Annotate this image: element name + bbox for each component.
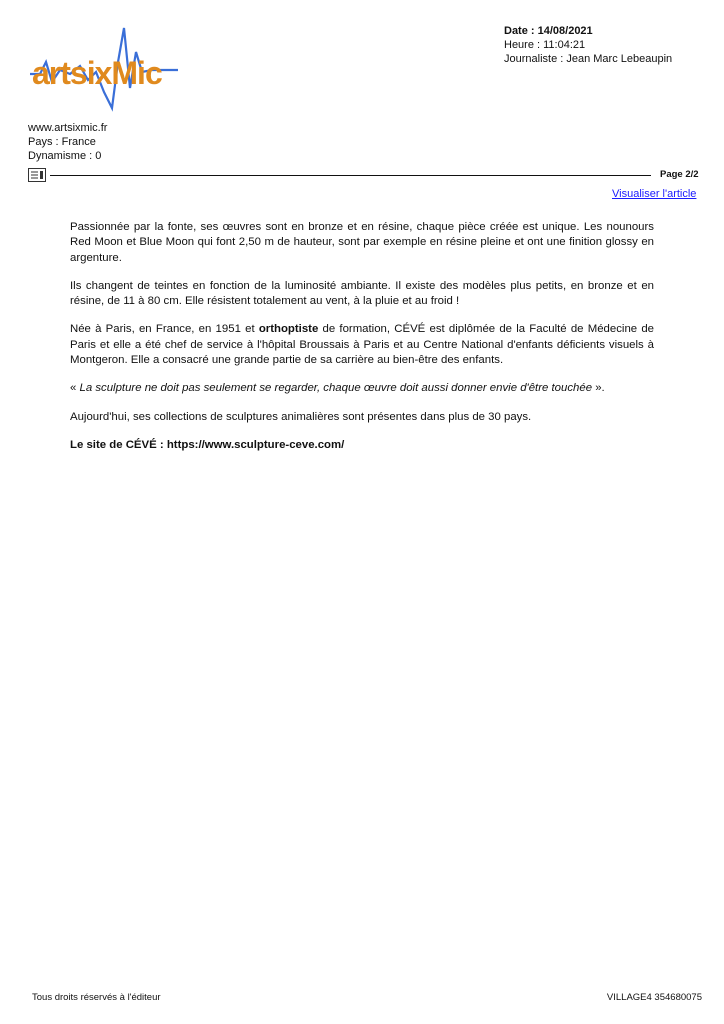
- time: Heure : 11:04:21: [504, 39, 586, 51]
- source-info: [28, 121, 107, 163]
- paragraph-3-start: Née à Paris, en France, en 1951 et: [70, 323, 259, 336]
- document-icon: [28, 168, 46, 182]
- quote-paragraph: [70, 381, 654, 396]
- paragraph-3-bold: orthoptiste: [258, 323, 319, 336]
- quote-text: La sculpture ne doit pas seulement se regarder, chaque œuvre doit aussi donner envie d'être touchée: [79, 382, 593, 395]
- page-number: Page 2/2: [660, 169, 699, 180]
- footer-copyright: Tous droits réservés à l'éditeur: [32, 992, 161, 1003]
- view-article-link[interactable]: Visualiser l'article: [612, 188, 697, 200]
- source-dynamism: Dynamisme : 0: [28, 150, 102, 162]
- header-divider: [50, 175, 651, 176]
- quote-close: ».: [592, 382, 605, 395]
- paragraph-5: Aujourd'hui, ses collections de sculptures animalières sont présentes dans plus de 30 pays.: [70, 410, 532, 423]
- paragraph-3: [70, 322, 654, 368]
- journalist: Journaliste : Jean Marc Lebeaupin: [504, 53, 673, 65]
- paragraph-2: Ils changent de teintes en fonction de la luminosité ambiante. Il existe des modèles plus petits, en bronze et en résine, de 11 à 80 cm. Elle résistent totalement au vent, à la pluie et au froid !: [70, 279, 654, 308]
- paragraph-3-end: de formation, CÉVÉ est diplômée de la Faculté de Médecine de Paris et elle a été chef de service à l'hôpital Broussais à Paris et au Centre National d'enfants déficients visuels à Montgeron. Elle a consacré une grande partie de sa carrière au bien-être des enfants.: [70, 323, 654, 367]
- source-country: Pays : France: [28, 136, 96, 148]
- source-url: www.artsixmic.fr: [28, 122, 108, 134]
- date: Date : 14/08/2021: [504, 25, 593, 37]
- footer-reference: VILLAGE4 354680075: [606, 992, 702, 1003]
- quote-open: «: [70, 382, 80, 395]
- paragraph-1: Passionnée par la fonte, ses œuvres sont en bronze et en résine, chaque pièce créée est unique. Les nounours Red Moon et Blue Moon qui font 2,50 m de hauteur, sont par exemple en résine pleine et ont une finition glossy en argenture.: [70, 221, 654, 264]
- header-meta: [504, 24, 672, 66]
- artsixmic-logo: [30, 22, 178, 114]
- site-line: Le site de CÉVÉ : https://www.sculpture-ceve.com/: [70, 438, 345, 451]
- article-body: [70, 220, 654, 466]
- logo-text: artsixMic: [32, 55, 162, 91]
